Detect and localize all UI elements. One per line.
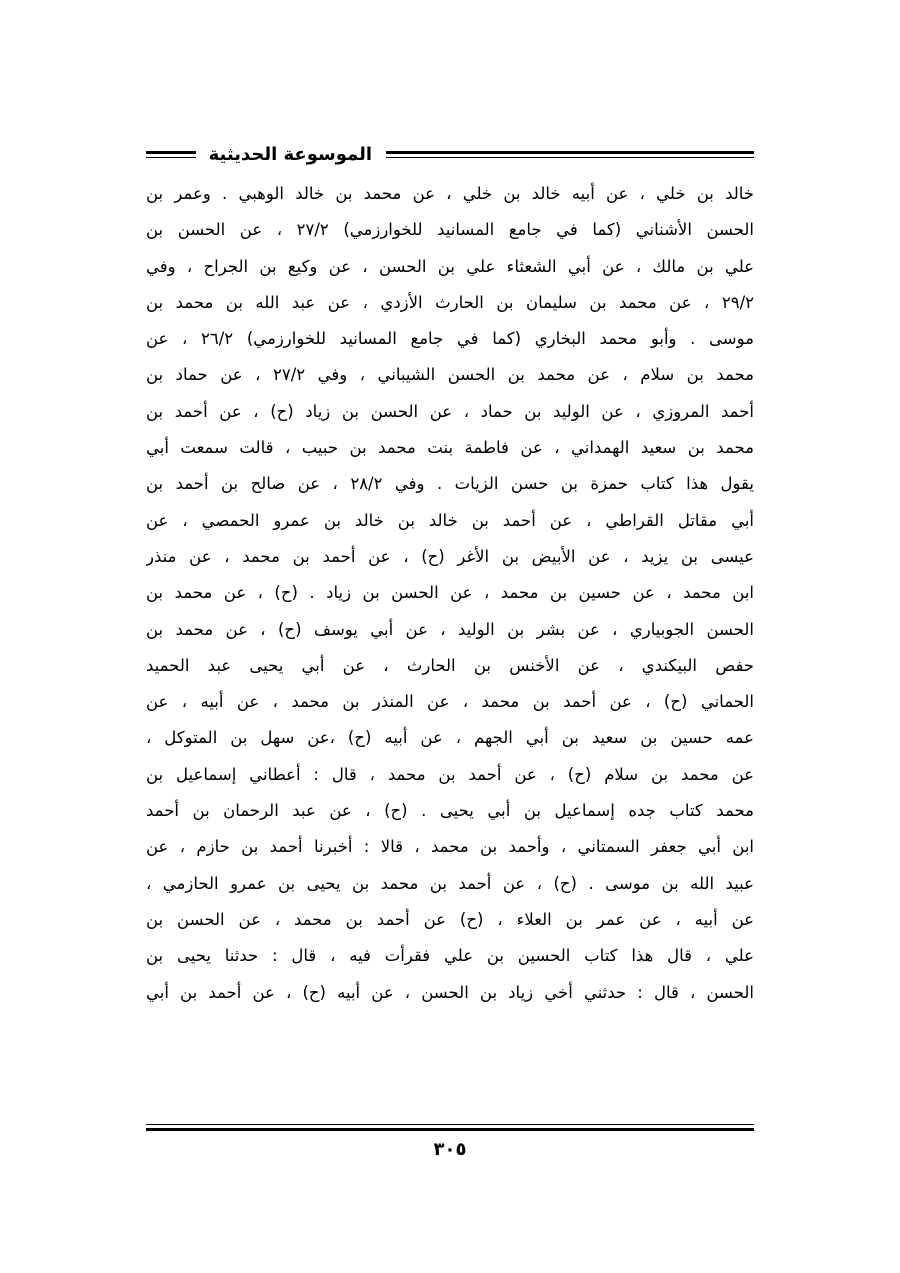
- text-line: ابن محمد ، عن حسين بن محمد ، عن الحسن بن زياد . (ح) ، عن محمد بن: [146, 583, 754, 603]
- header-title: الموسوعة الحديثية: [208, 144, 372, 165]
- text-line: عن أبيه ، عن عمر بن العلاء ، (ح) عن أحمد بن محمد ، عن الحسن بن: [146, 909, 754, 929]
- text-line: أحمد المروزي ، عن الوليد بن حماد ، عن الحسن بن زياد (ح) ، عن أحمد بن: [146, 401, 754, 421]
- text-line: عن محمد بن سلام (ح) ، عن أحمد بن محمد ، قال : أعطاني إسماعيل بن: [146, 764, 754, 784]
- body-text: [146, 176, 754, 1011]
- header-rule-right: [386, 151, 754, 158]
- text-line: محمد بن سعيد الهمداني ، عن فاطمة بنت محمد بن حبيب ، قالت سمعت أبي: [146, 438, 754, 458]
- text-line: علي بن مالك ، عن أبي الشعثاء علي بن الحسن ، عن وكيع بن الجراح ، وفي: [146, 256, 754, 276]
- text-line: الحسن الجوبياري ، عن بشر بن الوليد ، عن أبي يوسف (ح) ، عن محمد بن: [146, 619, 754, 639]
- text-line: الحسن ، قال : حدثني أخي زياد بن الحسن ، عن أبيه (ح) ، عن أحمد بن أبي: [146, 982, 754, 1002]
- text-line: أبي مقاتل القراطي ، عن أحمد بن خالد بن خالد بن عمرو الحمصي ، عن: [146, 510, 754, 530]
- page-number: ٣٠٥: [433, 1139, 467, 1160]
- text-line: ٢٩/٢ ، عن محمد بن سليمان بن الحارث الأزدي ، عن عبد الله بن محمد بن: [146, 292, 754, 312]
- text-line: خالد بن خلي ، عن أبيه خالد بن خلي ، عن محمد بن خالد الوهبي . وعمر بن: [146, 184, 754, 203]
- text-line: حفص البيكندي ، عن الأخنس بن الحارث ، عن أبي يحيى عبد الحميد: [146, 655, 754, 675]
- text-line: الحماني (ح) ، عن أحمد بن محمد ، عن المنذر بن محمد ، عن أبيه ، عن: [146, 692, 754, 712]
- footer-rule: [146, 1124, 754, 1131]
- text-line: عبيد الله بن موسى . (ح) ، عن أحمد بن محمد بن يحيى بن عمرو الحازمي ،: [146, 873, 754, 893]
- header-rule-left: [146, 151, 196, 158]
- text-line: ابن أبي جعفر السمتاني ، وأحمد بن محمد ، قالا : أخبرنا أحمد بن حازم ، عن: [146, 837, 754, 857]
- text-line: عمه حسين بن سعيد بن أبي الجهم ، عن أبيه (ح) ،عن سهل بن المتوكل ،: [146, 728, 754, 748]
- text-line: محمد بن سلام ، عن محمد بن الحسن الشيباني ، وفي ٢٧/٢ ، عن حماد بن: [146, 365, 754, 385]
- text-line: عيسى بن يزيد ، عن الأبيض بن الأغر (ح) ، عن أحمد بن محمد ، عن منذر: [146, 546, 754, 566]
- text-line: يقول هذا كتاب حمزة بن حسن الزيات . وفي ٢٨/٢ ، عن صالح بن أحمد بن: [146, 474, 754, 494]
- text-line: علي ، قال هذا كتاب الحسين بن علي فقرأت فيه ، قال : حدثنا يحيى بن: [146, 946, 754, 966]
- text-line: موسى . وأبو محمد البخاري (كما في جامع المسانيد للخوارزمي) ٢٦/٢ ، عن: [146, 329, 754, 349]
- text-line: الحسن الأشناني (كما في جامع المسانيد للخوارزمي) ٢٧/٢ ، عن الحسن بن: [146, 220, 754, 240]
- text-line: محمد كتاب جده إسماعيل بن أبي يحيى . (ح) ، عن عبد الرحمان بن أحمد: [146, 801, 754, 821]
- running-header: [146, 138, 754, 174]
